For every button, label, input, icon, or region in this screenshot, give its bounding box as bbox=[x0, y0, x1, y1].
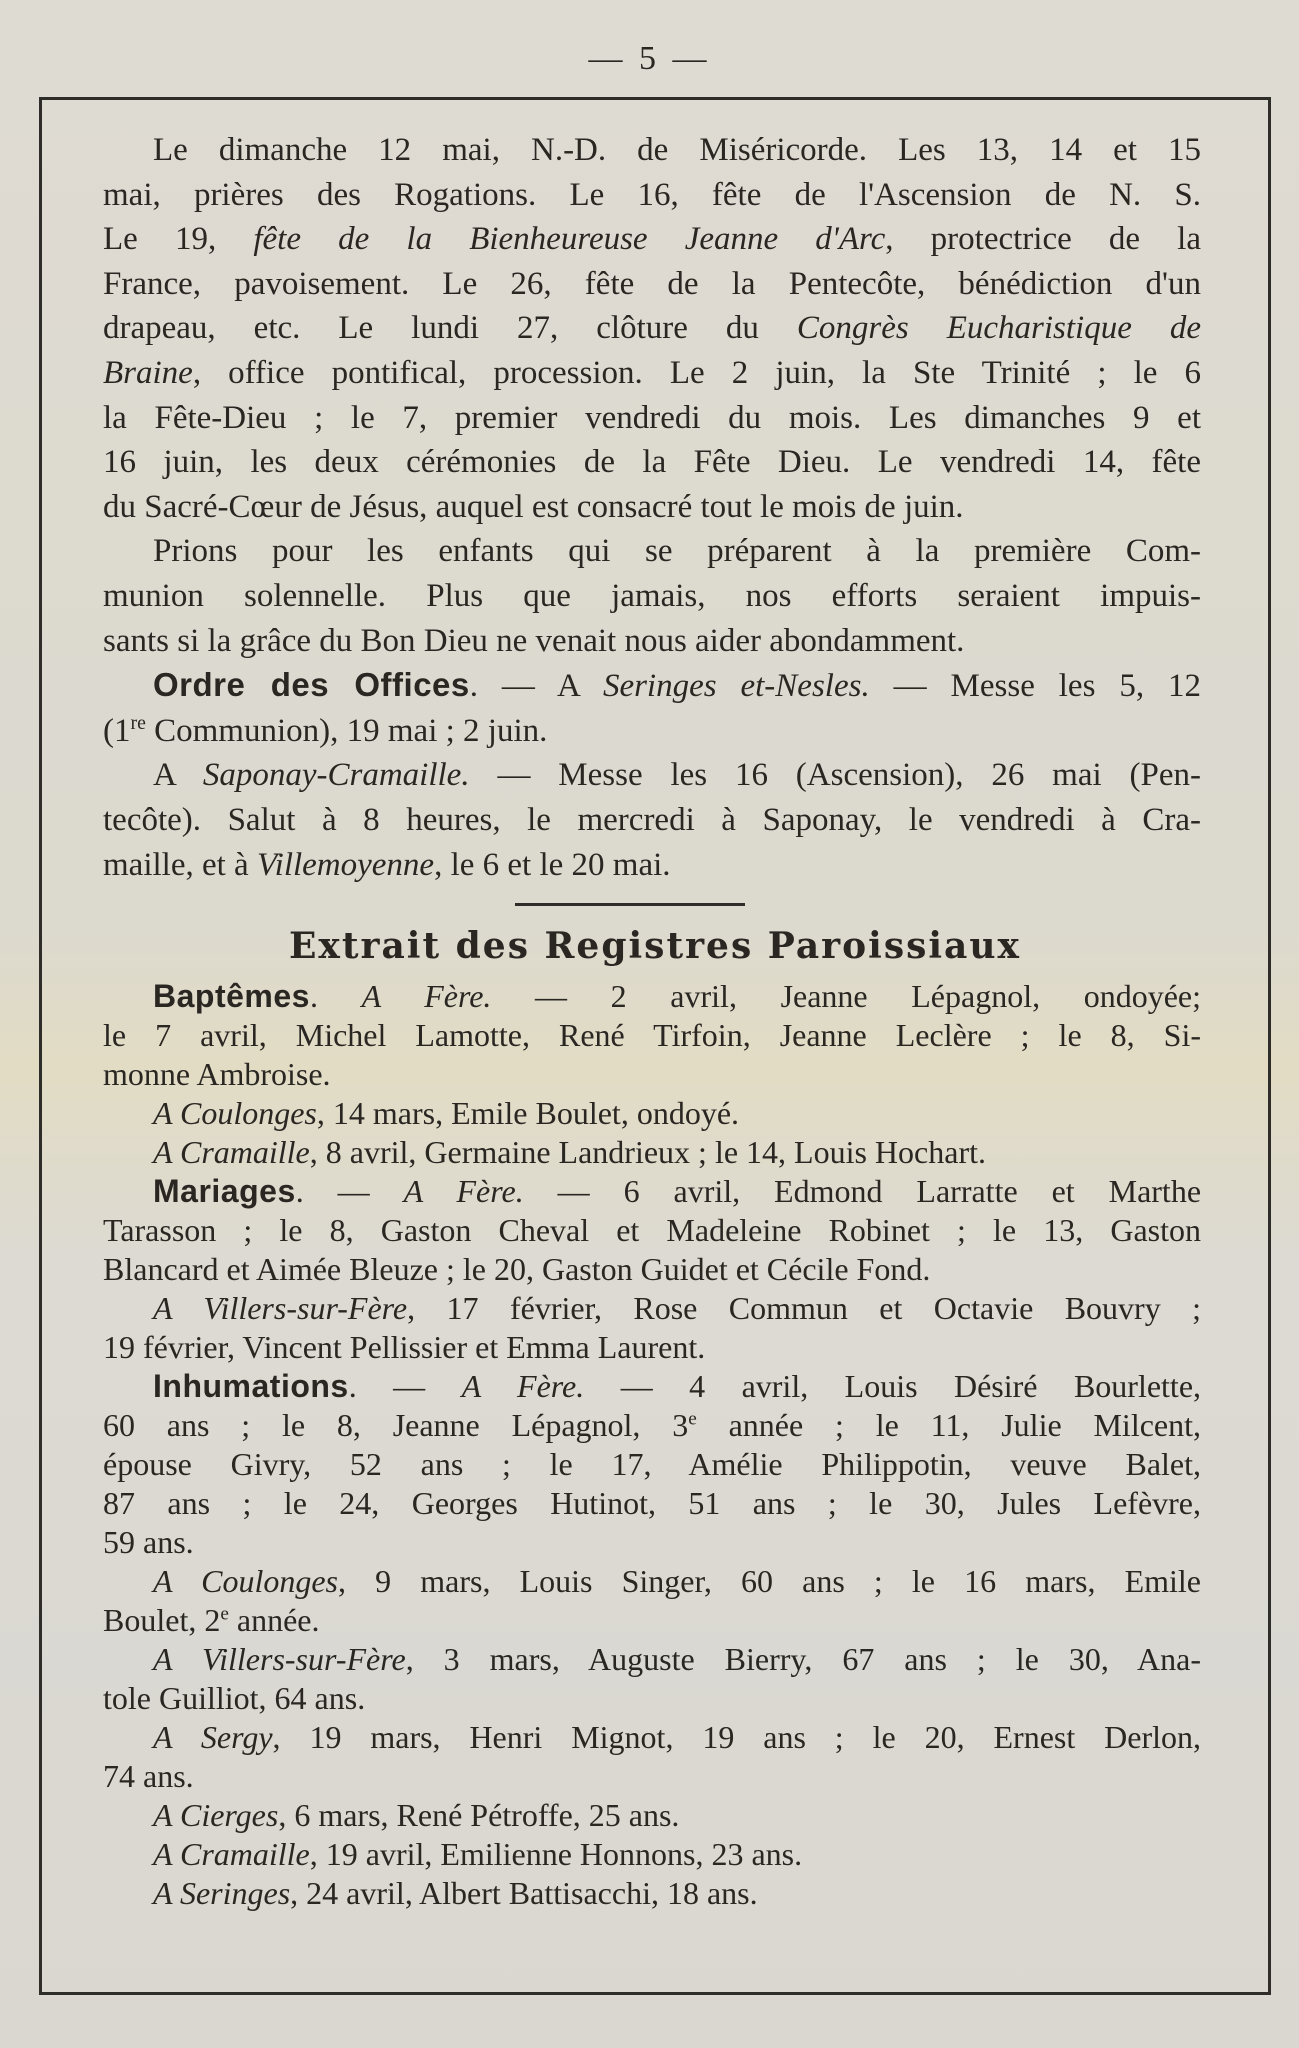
superscript: e bbox=[688, 1408, 697, 1430]
text: 19 février, Vincent Pellissier et Emma Laurent. bbox=[103, 1329, 706, 1365]
registres-heading: Extrait des Registres Paroissiaux bbox=[288, 925, 1022, 967]
text-line bbox=[103, 306, 1201, 351]
text: — Messe les 16 (Ascension), 26 mai (Pen- bbox=[469, 757, 1201, 794]
text: , 19 avril, Emilienne Honnons, 23 ans. bbox=[309, 1836, 803, 1872]
text-line bbox=[103, 798, 1201, 843]
text-line bbox=[103, 1172, 1201, 1211]
text: année. bbox=[228, 1602, 320, 1638]
section-divider bbox=[515, 903, 745, 906]
paragraph bbox=[103, 1640, 1201, 1718]
text-line bbox=[103, 1679, 1201, 1718]
text: Boulet, 2 bbox=[103, 1602, 221, 1638]
text-line bbox=[103, 574, 1201, 619]
text: Le dimanche 12 mai, N.-D. de Miséricorde. Les 13, 14 et 15 bbox=[153, 132, 1201, 168]
paragraph bbox=[103, 1094, 1201, 1133]
text: munion solennelle. Plus que jamais, nos efforts seraient impuis- bbox=[103, 577, 1201, 614]
italic-text: Seringes et-Nesles. bbox=[602, 668, 870, 705]
section-label: Baptêmes bbox=[153, 978, 310, 1014]
italic-text: Braine bbox=[103, 354, 193, 391]
italic-text: A Cramaille bbox=[153, 1134, 310, 1170]
text-line bbox=[103, 351, 1201, 396]
italic-text: A Cierges bbox=[153, 1797, 279, 1833]
text: . — A bbox=[469, 668, 603, 705]
paragraph bbox=[103, 128, 1201, 529]
text: 59 ans. bbox=[103, 1524, 194, 1560]
text-line bbox=[103, 1484, 1201, 1523]
italic-text: fête de la Bienheureuse Jeanne d'Arc bbox=[253, 221, 886, 258]
text-line bbox=[103, 977, 1201, 1016]
text: , le 6 et le 20 mai. bbox=[434, 846, 671, 883]
text: Prions pour les enfants qui se préparent à la première Com- bbox=[153, 533, 1201, 570]
text-line bbox=[103, 485, 1201, 530]
italic-text: A Coulonges bbox=[153, 1563, 338, 1599]
text: Le 19, bbox=[103, 221, 254, 258]
text-line bbox=[103, 709, 1201, 754]
text-line bbox=[103, 843, 1201, 888]
text: maille, et à bbox=[103, 846, 257, 883]
italic-text: A Fère. bbox=[461, 1368, 585, 1404]
text-line bbox=[103, 1523, 1201, 1562]
italic-text: Saponay-Cramaille. bbox=[202, 757, 470, 794]
text-line bbox=[103, 1367, 1201, 1406]
text-line bbox=[103, 1835, 1201, 1874]
text: le 7 avril, Michel Lamotte, René Tirfoin, Jeanne Leclère ; le 8, Si- bbox=[103, 1017, 1201, 1053]
text: 60 ans ; le 8, Jeanne Lépagnol, 3 bbox=[103, 1407, 689, 1443]
text: Communion), 19 mai ; 2 juin. bbox=[145, 712, 548, 749]
text: drapeau, etc. Le lundi 27, clôture du bbox=[103, 310, 797, 347]
text-line bbox=[103, 1211, 1201, 1250]
text-line bbox=[103, 753, 1201, 798]
text-line bbox=[103, 529, 1201, 574]
text: tecôte). Salut à 8 heures, le mercredi à Saponay, le vendredi à Cra- bbox=[103, 801, 1201, 838]
text: , 6 mars, René Pétroffe, 25 ans. bbox=[278, 1797, 680, 1833]
paragraph bbox=[103, 1835, 1201, 1874]
text-line bbox=[103, 1718, 1201, 1757]
paragraph bbox=[103, 1289, 1201, 1367]
text-line bbox=[103, 1133, 1201, 1172]
text-line bbox=[103, 217, 1201, 262]
italic-text: A Villers-sur-Fère bbox=[153, 1641, 406, 1677]
page-frame bbox=[39, 97, 1271, 1995]
text-line bbox=[103, 619, 1201, 664]
italic-text: A Coulonges bbox=[153, 1095, 317, 1131]
text: , protectrice de la bbox=[885, 221, 1201, 258]
superscript: re bbox=[130, 711, 146, 734]
text-line bbox=[103, 1016, 1201, 1055]
text: , office pontifical, procession. Le 2 juin, la Ste Trinité ; le 6 bbox=[192, 354, 1201, 391]
paragraph bbox=[103, 663, 1201, 753]
italic-text: A Cramaille bbox=[153, 1836, 310, 1872]
text-line bbox=[103, 128, 1201, 173]
text: mai, prières des Rogations. Le 16, fête de l'Ascension de N. S. bbox=[103, 176, 1201, 213]
paragraph bbox=[103, 1133, 1201, 1172]
text-line bbox=[103, 1445, 1201, 1484]
text: tole Guilliot, 64 ans. bbox=[103, 1680, 366, 1716]
text-line bbox=[103, 262, 1201, 307]
text-line bbox=[103, 1055, 1201, 1094]
text: , 3 mars, Auguste Bierry, 67 ans ; le 30, Ana- bbox=[405, 1641, 1202, 1677]
italic-text: A Villers-sur-Fère bbox=[153, 1290, 408, 1326]
section-label: Mariages bbox=[153, 1173, 296, 1209]
italic-text: A Fère. bbox=[403, 1173, 524, 1209]
section-label: Inhumations bbox=[153, 1368, 349, 1404]
text: épouse Givry, 52 ans ; le 17, Amélie Philippotin, veuve Balet, bbox=[103, 1446, 1201, 1482]
text: . — bbox=[348, 1368, 462, 1404]
paragraph bbox=[103, 1172, 1201, 1289]
text: . — bbox=[295, 1173, 404, 1209]
superscript: e bbox=[220, 1603, 229, 1625]
text: Tarasson ; le 8, Gaston Cheval et Madeleine Robinet ; le 13, Gaston bbox=[103, 1212, 1201, 1248]
italic-text: A Sergy bbox=[153, 1719, 273, 1755]
text-line bbox=[103, 1874, 1201, 1913]
text: année ; le 11, Julie Milcent, bbox=[696, 1407, 1202, 1443]
registres-section bbox=[103, 977, 1201, 1913]
italic-text: Villemoyenne bbox=[256, 846, 435, 883]
text-line bbox=[103, 1640, 1201, 1679]
section-label: Ordre des Offices bbox=[153, 666, 470, 704]
text-line bbox=[103, 1289, 1201, 1328]
paragraph bbox=[103, 1562, 1201, 1640]
paragraph bbox=[103, 529, 1201, 663]
italic-text: A Seringes bbox=[153, 1875, 291, 1911]
text: (1 bbox=[103, 712, 131, 749]
text: sants si la grâce du Bon Dieu ne venait nous aider abondamment. bbox=[103, 622, 965, 659]
paragraph bbox=[103, 1874, 1201, 1913]
paragraph bbox=[103, 753, 1201, 887]
text: monne Ambroise. bbox=[103, 1056, 331, 1092]
text: , 19 mars, Henri Mignot, 19 ans ; le 20, Ernest Derlon, bbox=[272, 1719, 1202, 1755]
paragraph bbox=[103, 1367, 1201, 1562]
text: , 24 avril, Albert Battisacchi, 18 ans. bbox=[290, 1875, 758, 1911]
text: , 8 avril, Germaine Landrieux ; le 14, Louis Hochart. bbox=[309, 1134, 986, 1170]
text-line bbox=[103, 663, 1201, 709]
text: Blancard et Aimée Bleuze ; le 20, Gaston Guidet et Cécile Fond. bbox=[103, 1251, 931, 1287]
italic-text: A Fère. bbox=[361, 978, 492, 1014]
text-line bbox=[103, 1562, 1201, 1601]
text-line bbox=[103, 1250, 1201, 1289]
text-line bbox=[103, 1406, 1201, 1445]
paragraph bbox=[103, 977, 1201, 1094]
text-line bbox=[103, 1796, 1201, 1835]
text-line bbox=[103, 1094, 1201, 1133]
text-line bbox=[103, 1328, 1201, 1367]
text: la Fête-Dieu ; le 7, premier vendredi du mois. Les dimanches 9 et bbox=[103, 399, 1201, 436]
text: — 6 avril, Edmond Larratte et Marthe bbox=[523, 1173, 1202, 1209]
text: , 17 février, Rose Commun et Octavie Bouvry ; bbox=[407, 1290, 1202, 1326]
text: — Messe les 5, 12 bbox=[869, 668, 1201, 705]
text: France, pavoisement. Le 26, fête de la Pentecôte, bénédiction d'un bbox=[103, 265, 1201, 302]
text-line bbox=[103, 396, 1201, 441]
page-number: — 5 — bbox=[588, 40, 711, 77]
text-line bbox=[103, 1601, 1201, 1640]
text-line bbox=[103, 173, 1201, 218]
paragraph bbox=[103, 1718, 1201, 1796]
italic-text: Congrès Eucharistique de bbox=[796, 310, 1201, 347]
text: A bbox=[153, 757, 203, 794]
text: du Sacré-Cœur de Jésus, auquel est consacré tout le mois de juin. bbox=[103, 488, 964, 525]
text-line bbox=[103, 1757, 1201, 1796]
text: — 2 avril, Jeanne Lépagnol, ondoyée; bbox=[491, 978, 1202, 1014]
text: . bbox=[309, 978, 362, 1014]
announcements-section bbox=[103, 128, 1201, 887]
text-line bbox=[103, 440, 1201, 485]
text: , 14 mars, Emile Boulet, ondoyé. bbox=[316, 1095, 740, 1131]
text: 74 ans. bbox=[103, 1758, 194, 1794]
text: — 4 avril, Louis Désiré Bourlette, bbox=[584, 1368, 1202, 1404]
text: 87 ans ; le 24, Georges Hutinot, 51 ans ; le 30, Jules Lefèvre, bbox=[103, 1485, 1201, 1521]
text: , 9 mars, Louis Singer, 60 ans ; le 16 mars, Emile bbox=[338, 1563, 1202, 1599]
text: 16 juin, les deux cérémonies de la Fête Dieu. Le vendredi 14, fête bbox=[103, 444, 1201, 481]
paragraph bbox=[103, 1796, 1201, 1835]
